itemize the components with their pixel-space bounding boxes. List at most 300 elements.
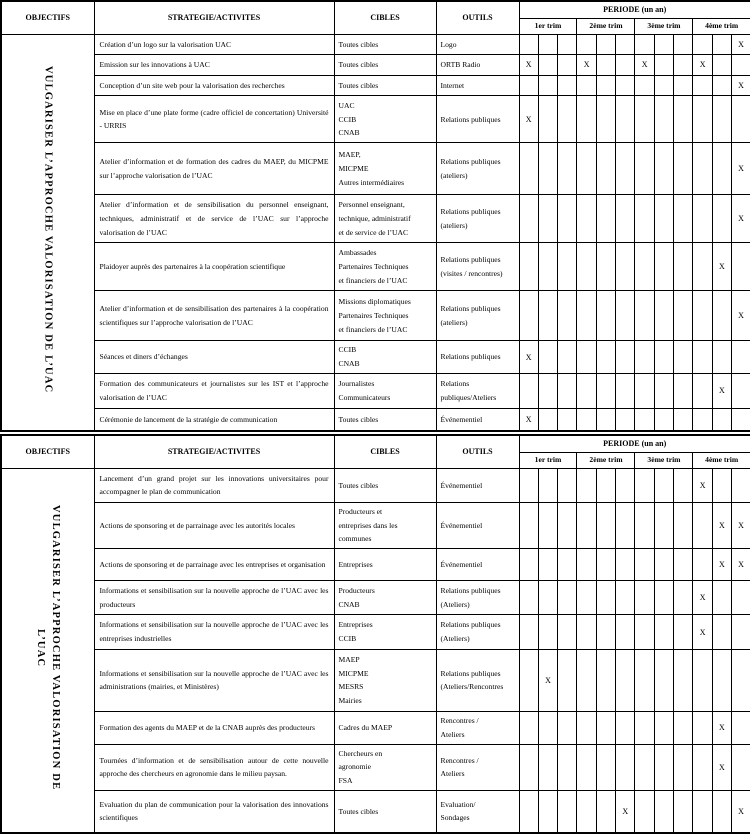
period-cell xyxy=(693,341,712,373)
period-cell xyxy=(616,96,635,143)
cibles-cell xyxy=(334,341,436,373)
period-cell xyxy=(519,96,538,143)
period-cell xyxy=(674,790,693,833)
period-cell xyxy=(596,75,615,96)
period-cell xyxy=(654,34,673,55)
period-cell xyxy=(712,291,731,341)
period-cell xyxy=(635,143,654,195)
period-cell xyxy=(712,96,731,143)
x-mark: X xyxy=(738,81,744,91)
header-trim-3: 3ème trim xyxy=(635,452,693,468)
period-cell xyxy=(519,615,538,649)
period-cell xyxy=(577,55,596,76)
period-cell xyxy=(538,649,557,711)
cibles-cell xyxy=(334,55,436,76)
outils-line: publiques/Ateliers xyxy=(440,392,497,402)
cibles-cell xyxy=(334,243,436,291)
cibles-line: MICPME xyxy=(338,668,369,678)
header-trim-3: 3ème trim xyxy=(635,18,693,34)
period-cell xyxy=(519,75,538,96)
period-cell xyxy=(693,373,712,408)
period-cell xyxy=(654,615,673,649)
cibles-cell xyxy=(334,96,436,143)
x-mark: X xyxy=(525,415,532,425)
cibles-line: Personnel enseignant, xyxy=(338,200,405,210)
period-cell xyxy=(519,711,538,744)
period-cell xyxy=(674,468,693,502)
period-cell xyxy=(654,744,673,790)
outils-cell xyxy=(436,549,519,581)
header-row-1 xyxy=(1,435,750,452)
period-cell xyxy=(519,143,538,195)
header-row-1 xyxy=(1,1,750,18)
table-body xyxy=(1,468,750,833)
period-cell xyxy=(558,790,577,833)
x-mark: X xyxy=(719,723,725,733)
period-cell xyxy=(538,790,557,833)
period-cell xyxy=(674,143,693,195)
x-mark: X xyxy=(738,521,744,531)
period-cell xyxy=(616,615,635,649)
period-cell xyxy=(577,243,596,291)
x-mark: X xyxy=(719,521,725,531)
outils-line: Internet xyxy=(440,80,465,90)
table-row xyxy=(1,291,750,341)
activity-cell: Cérémonie de lancement de la stratégie de communication xyxy=(94,408,334,431)
activity-cell: Atelier d’information et de formation des cadres du MAEP, du MICPME sur l’approche valorisation de l’UAC xyxy=(94,143,334,195)
period-cell xyxy=(693,291,712,341)
period-cell xyxy=(558,75,577,96)
period-cell xyxy=(558,243,577,291)
period-cell xyxy=(538,75,557,96)
period-cell xyxy=(693,96,712,143)
period-cell xyxy=(519,341,538,373)
period-cell xyxy=(538,408,557,431)
period-cell xyxy=(616,291,635,341)
period-cell xyxy=(519,373,538,408)
cibles-line: FSA xyxy=(338,776,353,786)
outils-line: Logo xyxy=(440,39,457,49)
period-cell xyxy=(519,581,538,615)
period-cell xyxy=(654,243,673,291)
activity-cell: Plaidoyer auprès des partenaires à la coopération scientifique xyxy=(94,243,334,291)
period-cell xyxy=(558,615,577,649)
outils-cell xyxy=(436,291,519,341)
period-cell xyxy=(693,408,712,431)
cibles-line: Toutes cibles xyxy=(338,39,379,49)
period-cell xyxy=(519,291,538,341)
period-cell xyxy=(519,55,538,76)
period-cell xyxy=(732,75,750,96)
table-row xyxy=(1,408,750,431)
period-cell xyxy=(538,581,557,615)
period-cell xyxy=(732,581,750,615)
period-cell xyxy=(674,549,693,581)
period-cell xyxy=(732,408,750,431)
cibles-line: CCIB xyxy=(338,114,357,124)
period-cell xyxy=(596,34,615,55)
period-cell xyxy=(712,744,731,790)
period-cell xyxy=(596,711,615,744)
header-objectifs: OBJECTIFS xyxy=(1,435,94,468)
period-cell xyxy=(732,503,750,549)
period-cell xyxy=(693,549,712,581)
period-cell xyxy=(635,615,654,649)
period-cell xyxy=(577,341,596,373)
period-cell xyxy=(577,75,596,96)
outils-cell xyxy=(436,75,519,96)
outils-cell xyxy=(436,615,519,649)
outils-cell xyxy=(436,143,519,195)
table-row xyxy=(1,711,750,744)
cibles-line: Mairies xyxy=(338,695,362,705)
table-row xyxy=(1,790,750,833)
period-cell xyxy=(558,549,577,581)
cibles-cell xyxy=(334,468,436,502)
period-cell xyxy=(635,744,654,790)
period-cell xyxy=(674,408,693,431)
period-cell xyxy=(538,711,557,744)
outils-line: Relations publiques xyxy=(440,157,501,167)
period-cell xyxy=(674,291,693,341)
period-cell xyxy=(596,96,615,143)
outils-line: Relations xyxy=(440,379,470,389)
cibles-line: Communicateurs xyxy=(338,392,391,402)
objective-cell xyxy=(1,34,94,431)
period-cell xyxy=(596,468,615,502)
period-cell xyxy=(577,143,596,195)
cibles-cell xyxy=(334,408,436,431)
period-cell xyxy=(558,408,577,431)
header-objectifs: OBJECTIFS xyxy=(1,1,94,34)
outils-line: (ateliers) xyxy=(440,220,468,230)
period-cell xyxy=(558,341,577,373)
period-cell xyxy=(616,468,635,502)
table-row xyxy=(1,96,750,143)
header-trim-2: 2ème trim xyxy=(577,18,635,34)
activity-cell: Atelier d’information et de sensibilisation du personnel enseignant, techniques, administratif et de service de l’UAC sur l’approche valorisation de l’UAC xyxy=(94,195,334,243)
period-cell xyxy=(712,373,731,408)
outils-line: Evaluation/ xyxy=(440,799,476,809)
activity-cell: Formation des communicateurs et journalistes sur les IST et l’approche valorisation de l’UAC xyxy=(94,373,334,408)
period-cell xyxy=(616,75,635,96)
period-cell xyxy=(538,143,557,195)
period-cell xyxy=(654,581,673,615)
activity-cell: Mise en place d’une plate forme (cadre officiel de concertation) Université - URRIS xyxy=(94,96,334,143)
outils-cell xyxy=(436,581,519,615)
cibles-line: et financiers de l’UAC xyxy=(338,275,408,285)
period-cell xyxy=(538,195,557,243)
activity-cell: Informations et sensibilisation sur la nouvelle approche de l’UAC avec les producteurs xyxy=(94,581,334,615)
period-cell xyxy=(712,581,731,615)
header-cibles: CIBLES xyxy=(334,1,436,34)
period-cell xyxy=(654,55,673,76)
period-cell xyxy=(558,195,577,243)
objective-text xyxy=(33,505,63,790)
period-cell xyxy=(732,468,750,502)
x-mark: X xyxy=(738,806,744,816)
cibles-cell xyxy=(334,195,436,243)
plan-table-section-2 xyxy=(0,434,750,834)
period-cell xyxy=(712,503,731,549)
period-cell xyxy=(712,143,731,195)
period-cell xyxy=(558,649,577,711)
period-cell xyxy=(732,744,750,790)
table-row xyxy=(1,55,750,76)
cibles-line: MAEP xyxy=(338,654,360,664)
period-cell xyxy=(558,744,577,790)
period-cell xyxy=(577,549,596,581)
period-cell xyxy=(654,549,673,581)
period-cell xyxy=(596,55,615,76)
x-mark: X xyxy=(738,164,744,174)
x-mark: X xyxy=(622,806,629,816)
period-cell xyxy=(635,96,654,143)
outils-line: Relations publiques xyxy=(440,255,501,265)
period-cell xyxy=(538,341,557,373)
period-cell xyxy=(635,55,654,76)
table-row xyxy=(1,195,750,243)
outils-line: Relations publiques xyxy=(440,304,501,314)
cibles-line: Toutes cibles xyxy=(338,60,379,70)
x-mark: X xyxy=(719,262,725,272)
table-row xyxy=(1,549,750,581)
cibles-cell xyxy=(334,549,436,581)
period-cell xyxy=(538,503,557,549)
x-mark: X xyxy=(641,60,648,70)
period-cell xyxy=(674,243,693,291)
cibles-cell xyxy=(334,649,436,711)
period-cell xyxy=(596,615,615,649)
period-cell xyxy=(635,195,654,243)
x-mark: X xyxy=(719,386,725,396)
table-row xyxy=(1,649,750,711)
period-cell xyxy=(558,34,577,55)
header-trim-4: 4ème trim xyxy=(693,452,750,468)
header-trim-2: 2ème trim xyxy=(577,452,635,468)
period-cell xyxy=(693,195,712,243)
outils-line: Sondages xyxy=(440,813,470,823)
x-mark: X xyxy=(525,114,532,124)
cibles-line: Entreprises xyxy=(338,620,373,630)
period-cell xyxy=(596,143,615,195)
period-cell xyxy=(732,549,750,581)
cibles-line: MICPME xyxy=(338,164,369,174)
outils-cell xyxy=(436,55,519,76)
period-cell xyxy=(596,291,615,341)
period-cell xyxy=(538,291,557,341)
period-cell xyxy=(577,790,596,833)
activity-cell: Conception d’un site web pour la valorisation des recherches xyxy=(94,75,334,96)
period-cell xyxy=(732,615,750,649)
period-cell xyxy=(654,649,673,711)
objective-text xyxy=(40,66,55,393)
period-cell xyxy=(654,503,673,549)
cibles-line: Toutes cibles xyxy=(338,480,379,490)
period-cell xyxy=(712,341,731,373)
activity-cell: Création d’un logo sur la valorisation UAC xyxy=(94,34,334,55)
table-row xyxy=(1,243,750,291)
period-cell xyxy=(693,744,712,790)
header-trim-4: 4ème trim xyxy=(693,18,750,34)
period-cell xyxy=(732,790,750,833)
period-cell xyxy=(635,341,654,373)
period-cell xyxy=(635,549,654,581)
outils-line: (ateliers) xyxy=(440,317,468,327)
period-cell xyxy=(674,503,693,549)
period-cell xyxy=(712,615,731,649)
header-strategie-activites: STRATEGIE/ACTIVITES xyxy=(94,1,334,34)
x-mark: X xyxy=(525,60,532,70)
x-mark: X xyxy=(525,352,532,362)
period-cell xyxy=(712,549,731,581)
cibles-line: Autres intermédiaires xyxy=(338,177,405,187)
period-cell xyxy=(674,373,693,408)
outils-cell xyxy=(436,96,519,143)
cibles-line: Missions diplomatiques xyxy=(338,297,411,307)
period-cell xyxy=(635,243,654,291)
period-cell xyxy=(654,408,673,431)
period-cell xyxy=(674,55,693,76)
period-cell xyxy=(577,468,596,502)
period-cell xyxy=(577,615,596,649)
header-outils: OUTILS xyxy=(436,1,519,34)
period-cell xyxy=(732,96,750,143)
cibles-line: MAEP, xyxy=(338,150,361,160)
x-mark: X xyxy=(545,675,551,685)
period-cell xyxy=(538,55,557,76)
header-periode: PERIODE (un an) xyxy=(519,435,750,452)
x-mark: X xyxy=(583,60,590,70)
table-row xyxy=(1,615,750,649)
cibles-line: Chercheurs en xyxy=(338,748,383,758)
cibles-cell xyxy=(334,34,436,55)
table-row xyxy=(1,75,750,96)
table-header xyxy=(1,1,750,34)
table-row xyxy=(1,143,750,195)
outils-line: Rencontres / xyxy=(440,755,479,765)
outils-line: (Ateliers/Rencontres xyxy=(440,682,504,692)
period-cell xyxy=(693,75,712,96)
header-trim-1: 1er trim xyxy=(519,452,577,468)
outils-cell xyxy=(436,373,519,408)
period-cell xyxy=(693,711,712,744)
cibles-line: technique, administratif xyxy=(338,214,411,224)
period-cell xyxy=(712,408,731,431)
period-cell xyxy=(519,790,538,833)
period-cell xyxy=(732,711,750,744)
period-cell xyxy=(654,373,673,408)
table-row xyxy=(1,581,750,615)
period-cell xyxy=(519,195,538,243)
outils-line: Relations publiques xyxy=(440,586,501,596)
cibles-cell xyxy=(334,615,436,649)
period-cell xyxy=(558,96,577,143)
outils-cell xyxy=(436,195,519,243)
outils-line: Événementiel xyxy=(440,520,483,530)
period-cell xyxy=(616,195,635,243)
period-cell xyxy=(654,195,673,243)
period-cell xyxy=(616,55,635,76)
outils-cell xyxy=(436,744,519,790)
period-cell xyxy=(577,373,596,408)
outils-line: (Ateliers) xyxy=(440,634,470,644)
cibles-line: Ambassades xyxy=(338,248,377,258)
table-row xyxy=(1,744,750,790)
table-row xyxy=(1,468,750,502)
period-cell xyxy=(654,468,673,502)
period-cell xyxy=(712,649,731,711)
period-cell xyxy=(577,711,596,744)
period-cell xyxy=(616,549,635,581)
cibles-line: UAC xyxy=(338,100,355,110)
period-cell xyxy=(519,34,538,55)
period-cell xyxy=(732,55,750,76)
period-cell xyxy=(596,243,615,291)
activity-cell: Tournées d’information et de sensibilisation autour de cette nouvelle approche des chercheurs en agronomie dans le milieu paysan. xyxy=(94,744,334,790)
period-cell xyxy=(519,549,538,581)
objective-line: L’UAC xyxy=(34,628,46,668)
period-cell xyxy=(616,649,635,711)
period-cell xyxy=(693,503,712,549)
activity-cell: Informations et sensibilisation sur la nouvelle approche de l’UAC avec les entreprises industrielles xyxy=(94,615,334,649)
period-cell xyxy=(693,615,712,649)
period-cell xyxy=(616,373,635,408)
cibles-line: Toutes cibles xyxy=(338,806,379,816)
period-cell xyxy=(596,581,615,615)
period-cell xyxy=(616,790,635,833)
period-cell xyxy=(732,373,750,408)
outils-line: Rencontres / xyxy=(440,716,479,726)
outils-line: Relations publiques xyxy=(440,114,501,124)
period-cell xyxy=(538,243,557,291)
period-cell xyxy=(616,711,635,744)
period-cell xyxy=(712,34,731,55)
period-cell xyxy=(693,581,712,615)
table-row xyxy=(1,34,750,55)
period-cell xyxy=(654,143,673,195)
period-cell xyxy=(635,468,654,502)
period-cell xyxy=(519,744,538,790)
outils-line: Événementiel xyxy=(440,480,483,490)
x-mark: X xyxy=(738,560,744,570)
period-cell xyxy=(674,195,693,243)
period-cell xyxy=(732,34,750,55)
period-cell xyxy=(635,649,654,711)
period-cell xyxy=(519,503,538,549)
outils-cell xyxy=(436,790,519,833)
period-cell xyxy=(558,468,577,502)
period-cell xyxy=(674,581,693,615)
period-cell xyxy=(712,243,731,291)
period-cell xyxy=(519,408,538,431)
cibles-line: Toutes cibles xyxy=(338,80,379,90)
outils-line: Relations publiques xyxy=(440,620,501,630)
outils-line: (visites / rencontres) xyxy=(440,268,503,278)
period-cell xyxy=(558,711,577,744)
x-mark: X xyxy=(738,214,744,224)
period-cell xyxy=(732,341,750,373)
activity-cell: Atelier d’information et de sensibilisation des partenaires à la coopération scientifiques sur l’approche valorisation de l’UAC xyxy=(94,291,334,341)
period-cell xyxy=(538,96,557,143)
cibles-line: CNAB xyxy=(338,599,360,609)
activity-cell: Actions de sponsoring et de parrainage avec les entreprises et organisation xyxy=(94,549,334,581)
period-cell xyxy=(538,615,557,649)
outils-cell xyxy=(436,711,519,744)
cibles-line: Producteurs et xyxy=(338,507,383,517)
period-cell xyxy=(577,503,596,549)
header-outils: OUTILS xyxy=(436,435,519,468)
